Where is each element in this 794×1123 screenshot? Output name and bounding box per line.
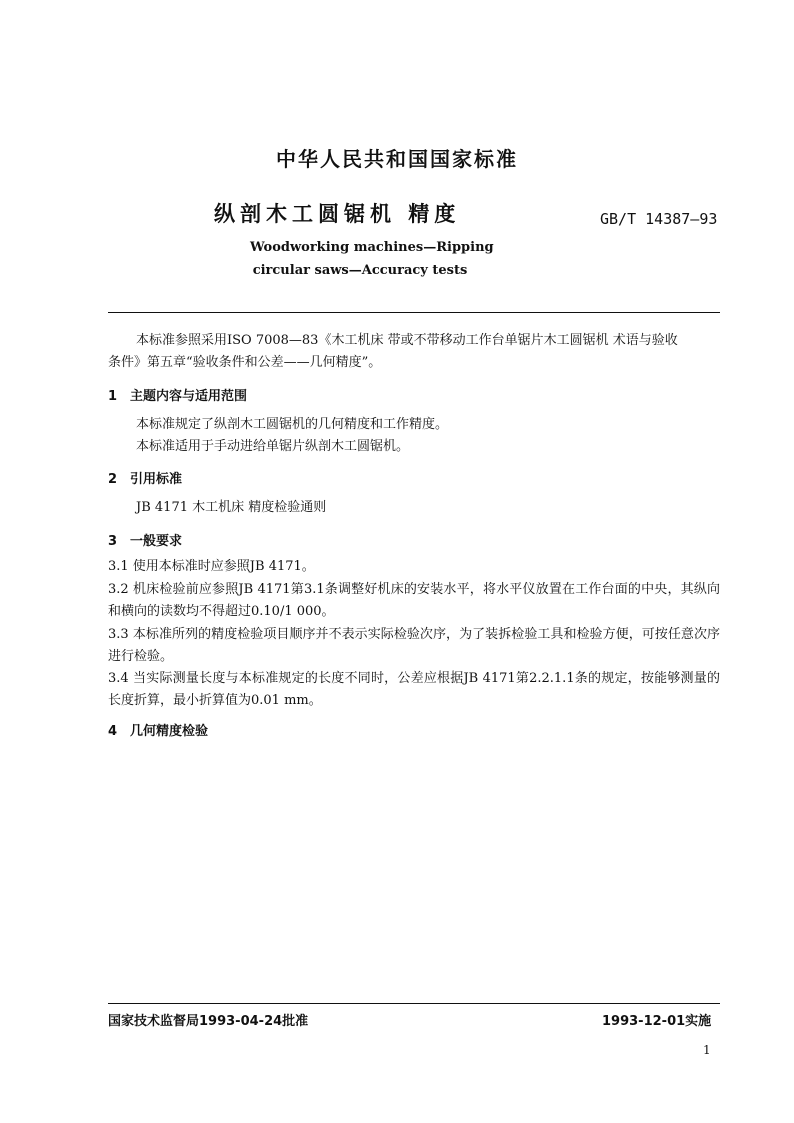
section-number: 4 (108, 724, 118, 739)
section-1-paragraph-2: 本标准适用于手动进给单锯片纵剖木工圆锯机。 (136, 439, 410, 454)
section-3-heading (108, 530, 182, 549)
clause-3-1: 3.1 使用本标准时应参照JB 4171。 (108, 559, 315, 574)
document-title-en-line1: Woodworking machines—Ripping (250, 240, 494, 255)
document-title-cn: 纵剖木工圆锯机 精度 (214, 202, 461, 226)
page-number: 1 (703, 1043, 711, 1057)
document-title-en-line2: circular saws—Accuracy tests (252, 263, 468, 278)
section-1-heading (108, 385, 247, 404)
clause-3-2: 3.2 机床检验前应参照JB 4171第3.1条调整好机床的安装水平，将水平仪放置在工作台面的中央，其纵向和横向的读数均不得超过0.10/1 000。 (108, 582, 720, 619)
header-divider (108, 312, 720, 313)
section-2-heading (108, 468, 182, 487)
section-number: 3 (108, 534, 118, 549)
national-standard-heading: 中华人民共和国国家标准 (276, 147, 518, 171)
section-4-heading (108, 720, 208, 739)
section-title: 一般要求 (130, 534, 183, 549)
approval-date: 国家技术监督局1993-04-24批准 (108, 1014, 309, 1029)
section-number: 2 (108, 472, 118, 487)
intro-line-1: 本标准参照采用ISO 7008—83《木工机床 带或不带移动工作台单锯片木工圆锯机 术语与验收 (136, 333, 678, 348)
effective-date: 1993-12-01实施 (602, 1014, 712, 1029)
section-1-paragraph-1: 本标准规定了纵剖木工圆锯机的几何精度和工作精度。 (136, 417, 449, 432)
intro-line-2: 条件》第五章“验收条件和公差——几何精度”。 (108, 355, 382, 370)
clause-3-3: 3.3 本标准所列的精度检验项目顺序并不表示实际检验次序，为了装拆检验工具和检验方便，可按任意次序进行检验。 (108, 627, 720, 664)
section-title: 几何精度检验 (130, 724, 209, 739)
standard-code: GB/T 14387—93 (600, 210, 718, 228)
section-title: 引用标准 (130, 472, 183, 487)
section-number: 1 (108, 389, 118, 404)
clause-3-4: 3.4 当实际测量长度与本标准规定的长度不同时，公差应根据JB 4171第2.2.1.1条的规定，按能够测量的长度折算，最小折算值为0.01 mm。 (108, 671, 720, 708)
footer-divider (108, 1003, 720, 1004)
section-title: 主题内容与适用范围 (130, 389, 248, 404)
referenced-standard: JB 4171 木工机床 精度检验通则 (136, 500, 327, 515)
